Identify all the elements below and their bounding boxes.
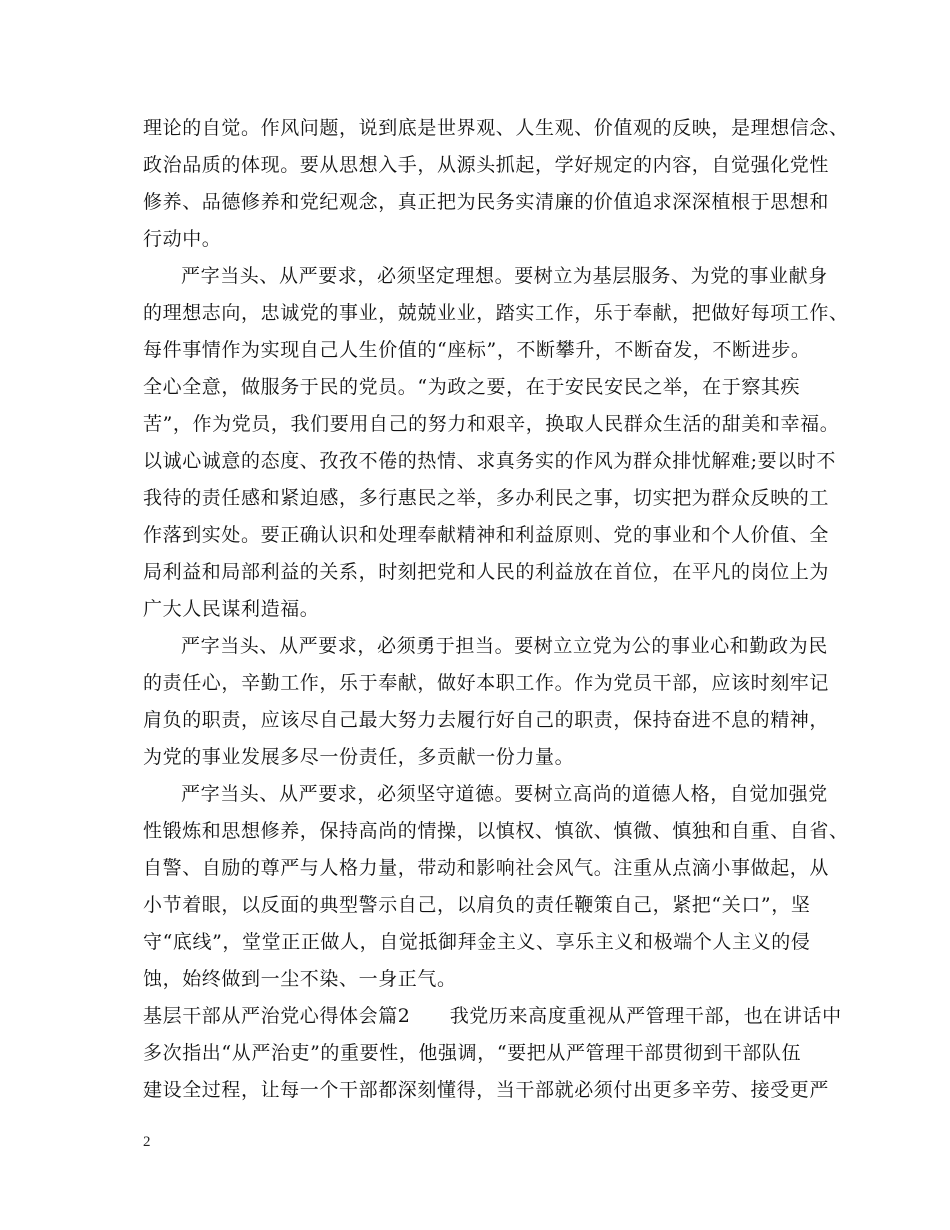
text-line: 多次指出“从严治吏”的重要性，他强调，“要把从严管理干部贯彻到干部队伍 <box>143 1042 802 1064</box>
text-line: 广大人民谋利造福。 <box>143 598 320 620</box>
text-line: 全心全意，做服务于民的党员。“为政之要，在于安民安民之举，在于察其疾 <box>143 376 801 398</box>
text-line: 行动中。 <box>143 228 222 250</box>
text-line: 小节着眼，以反面的典型警示自己，以肩负的责任鞭策自己，紧把“关口”，坚 <box>143 894 811 916</box>
text-line: 修养、品德修养和党纪观念，真正把为民务实清廉的价值追求深深植根于思想和 <box>143 191 830 213</box>
page-number: 2 <box>143 1134 151 1150</box>
text-line: 的理想志向，忠诚党的事业，兢兢业业，踏实工作，乐于奉献，把做好每项工作、 <box>143 302 849 324</box>
text-line: 为党的事业发展多尽一份责任，多贡献一份力量。 <box>143 746 575 768</box>
text-line: 局利益和局部利益的关系，时刻把党和人民的利益放在首位，在平凡的岗位上为 <box>143 561 830 583</box>
text-line: 我待的责任感和紧迫感，多行惠民之举，多办利民之事，切实把为群众反映的工 <box>143 487 830 509</box>
text-line: 基层干部从严治党心得体会篇2 我党历来高度重视从严管理干部，也在讲话中 <box>143 1005 842 1027</box>
text-line: 政治品质的体现。要从思想入手，从源头抓起，学好规定的内容，自觉强化党性 <box>143 154 830 176</box>
text-line: 严字当头、从严要求，必须坚守道德。要树立高尚的道德人格，自觉加强党 <box>181 783 828 805</box>
text-line: 肩负的职责，应该尽自己最大努力去履行好自己的职责，保持奋进不息的精神， <box>143 709 830 731</box>
text-line: 严字当头、从严要求，必须勇于担当。要树立立党为公的事业心和勤政为民 <box>181 635 828 657</box>
body-text <box>143 110 849 1109</box>
text-line: 作落到实处。要正确认识和处理奉献精神和利益原则、党的事业和个人价值、全 <box>143 524 830 546</box>
text-line: 苦”，作为党员，我们要用自己的努力和艰辛，换取人民群众生活的甜美和幸福。 <box>143 413 840 435</box>
text-line: 每件事情作为实现自己人生价值的“座标”，不断攀升，不断奋发，不断进步。 <box>143 339 811 361</box>
text-line: 严字当头、从严要求，必须坚定理想。要树立为基层服务、为党的事业献身 <box>181 265 828 287</box>
text-line: 的责任心，辛勤工作，乐于奉献，做好本职工作。作为党员干部，应该时刻牢记 <box>143 672 830 694</box>
text-line: 蚀，始终做到一尘不染、一身正气。 <box>143 968 457 990</box>
text-line: 守“底线”，堂堂正正做人，自觉抵御拜金主义、享乐主义和极端个人主义的侵 <box>143 931 811 953</box>
text-line: 建设全过程，让每一个干部都深刻懂得，当干部就必须付出更多辛劳、接受更严 <box>143 1079 830 1101</box>
text-line: 以诚心诚意的态度、孜孜不倦的热情、求真务实的作风为群众排忧解难;要以时不 <box>143 450 837 472</box>
text-line: 性锻炼和思想修养，保持高尚的情操，以慎权、慎欲、慎微、慎独和自重、自省、 <box>143 820 849 842</box>
text-line: 自警、自励的尊严与人格力量，带动和影响社会风气。注重从点滴小事做起，从 <box>143 857 830 879</box>
text-line: 理论的自觉。作风问题，说到底是世界观、人生观、价值观的反映，是理想信念、 <box>143 117 849 139</box>
